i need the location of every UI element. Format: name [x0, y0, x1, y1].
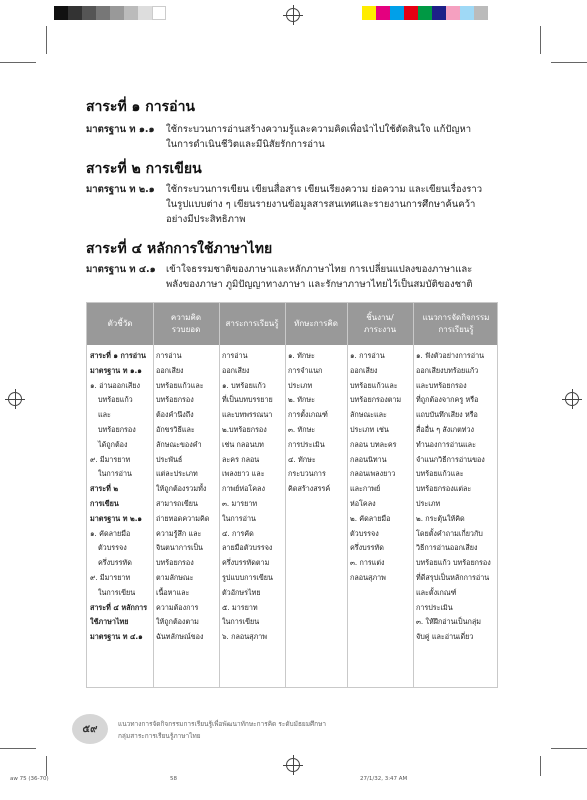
- table-cell-line: ๒. ทักษะ: [288, 395, 315, 405]
- table-cell-line: ๙. มีมารยาท: [90, 572, 131, 582]
- table-cell-line: บทร้อยแก้วและ: [156, 380, 204, 390]
- table-cell-line: ในการเขียน: [222, 617, 260, 627]
- table-cell-line: ให้ถูกต้องตาม: [156, 617, 199, 627]
- table-cell-line: บทร้อยกรอง: [156, 558, 194, 568]
- table-cell-line: ต้องคำนึงถึง: [156, 410, 194, 420]
- print-color-bar: [54, 6, 166, 20]
- table-cell-line: เพลงยาว และ: [222, 469, 265, 479]
- table-cell-line: ๔. ทักษะ: [288, 454, 316, 464]
- column-divider: [153, 303, 154, 687]
- standard-text: ในรูปแบบต่าง ๆ เขียนรายงานข้อมูลสารสนเทศและรายงานการศึกษาค้นคว้า: [166, 199, 476, 210]
- table-cell-line: การเขียน: [90, 498, 119, 508]
- table-cell-line: ประพันธ์: [156, 454, 183, 464]
- column-divider: [285, 303, 286, 687]
- table-cell-line: ครึ่งบรรทัด: [98, 558, 132, 568]
- table-cell-line: ๓. ทักษะ: [288, 424, 316, 434]
- standard-label: มาตรฐาน ท ๒.๑: [86, 184, 155, 195]
- footer-title: แนวทางการจัดกิจกรรมการเรียนรู้เพื่อพัฒนาทักษะการคิด ระดับมัธยมศึกษา: [118, 720, 327, 728]
- table-cell-line: ฉันทลักษณ์ของ: [156, 632, 204, 642]
- table-cell-line: กาพย์ห่อโคลง: [222, 484, 265, 494]
- table-cell-line: และบทพรรณนา: [222, 410, 273, 420]
- table-cell-line: ลายมือตัวบรรจง: [222, 543, 273, 553]
- learning-plan-table: [86, 302, 498, 688]
- table-cell-line: บทร้อยแก้วและ: [416, 469, 464, 479]
- print-file-name: aw 75 (36-70): [10, 776, 49, 782]
- table-cell-line: อักขรวิธีและ: [156, 424, 195, 434]
- page-number-badge: [72, 714, 108, 744]
- header-content: สาระการเรียนรู้: [225, 319, 279, 328]
- table-cell-line: ละคร กลอน: [222, 454, 260, 464]
- footer-subtitle: กลุ่มสาระการเรียนรู้ภาษาไทย: [118, 732, 201, 740]
- standard-text: ใช้กระบวนการอ่านสร้างความรู้และความคิดเพื่อนำไปใช้ตัดสินใจ แก้ปัญหา: [166, 124, 472, 135]
- table-cell-line: ๑. อ่านออกเสียง: [90, 380, 140, 390]
- registration-mark-icon: [565, 392, 579, 406]
- crop-mark: [551, 748, 587, 749]
- table-cell-line: สื่ออื่น ๆ สังเกตท่วง: [416, 424, 475, 434]
- table-cell-line: ที่เป็นบทบรรยาย: [222, 395, 273, 405]
- table-cell-line: และตั้งเกณฑ์: [416, 587, 457, 597]
- table-cell-line: ๒.บทร้อยกรอง: [222, 424, 267, 434]
- table-cell-line: ความรู้สึก และ: [156, 528, 202, 538]
- column-divider: [413, 303, 414, 687]
- print-page-number: 58: [170, 776, 177, 782]
- table-cell-line: สามารถเขียน: [156, 498, 198, 508]
- table-cell-line: ออกเสียง: [156, 365, 184, 375]
- header-indicator: ตัวชี้วัด: [107, 319, 133, 328]
- registration-mark-icon: [8, 392, 22, 406]
- table-cell-line: ๒. คัดลายมือ: [350, 513, 391, 523]
- table-cell-line: จำแนกวิธีการอ่านของ: [416, 454, 485, 464]
- table-cell-line: ใช้ภาษาไทย: [90, 617, 129, 627]
- table-cell-line: เนื้อหาและ: [156, 587, 190, 597]
- table-cell-line: รูปแบบการเขียน: [222, 572, 273, 582]
- standard-writing: [86, 182, 506, 230]
- table-cell-line: กระบวนการ: [288, 469, 326, 479]
- table-cell-line: ๖. กลอนสุภาพ: [222, 632, 268, 642]
- table-cell-line: การประเมิน: [288, 439, 325, 449]
- table-cell-line: กลอน บทละคร: [350, 439, 397, 449]
- standard-text: อย่างมีประสิทธิภาพ: [166, 214, 246, 225]
- table-cell-line: สาระที่ ๔ หลักการ: [90, 602, 148, 612]
- table-cell-line: มาตรฐาน ท ๔.๑: [90, 632, 143, 642]
- table-cell-line: ในการเขียน: [98, 587, 136, 597]
- crop-mark: [0, 62, 36, 63]
- table-cell-line: ๔. การคัด: [222, 528, 254, 538]
- table-cell-line: บทร้อยแก้ว: [98, 395, 133, 405]
- table-cell-line: การตั้งเกณฑ์: [288, 410, 328, 420]
- table-cell-line: ออกเสียง: [222, 365, 250, 375]
- table-cell-line: ให้ถูกต้องรวมทั้ง: [156, 484, 207, 494]
- table-cell-line: มาตรฐาน ท ๒.๑: [90, 513, 142, 523]
- table-cell-line: ลักษณะและ: [350, 410, 387, 420]
- table-cell-line: ๑. ทักษะ: [288, 351, 315, 360]
- table-cell-line: บทร้อยกรอง: [98, 424, 136, 434]
- table-cell-line: ห่อโคลง: [350, 498, 376, 508]
- table-cell-line: กลอนนิทาน: [350, 454, 387, 464]
- column-divider: [219, 303, 220, 687]
- table-cell-line: ได้ถูกต้อง: [98, 439, 128, 449]
- table-cell-line: แถบบันทึกเสียง หรือ: [416, 410, 478, 420]
- column-divider: [347, 303, 348, 687]
- crop-mark: [540, 26, 541, 54]
- table-cell-line: ๒. กระตุ้นให้คิด: [416, 513, 465, 523]
- table-cell-line: ที่ดีสรุปเป็นหลักการอ่าน: [416, 572, 490, 582]
- crop-mark: [0, 748, 36, 749]
- table-cell-line: ในการอ่าน: [98, 469, 132, 479]
- print-datetime: 27/1/32, 3:47 AM: [360, 776, 408, 782]
- header-thinking-skills: ทักษะการคิด: [294, 319, 338, 328]
- table-cell-line: ๓. การแต่ง: [350, 558, 385, 568]
- table-cell-line: การอ่าน: [222, 351, 248, 360]
- header-concept: ความคิด รวบยอด: [170, 313, 202, 334]
- page-number: ๕๙: [82, 723, 98, 735]
- column-tasks: [350, 349, 412, 586]
- table-cell-line: ๑. คัดลายมือ: [90, 528, 131, 538]
- table-cell-line: ๑. ฟังตัวอย่างการอ่าน: [416, 351, 485, 360]
- table-cell-line: ครึ่งบรรทัดตาม: [222, 558, 270, 568]
- registration-mark-icon: [286, 8, 300, 22]
- table-cell-line: ตามลักษณะ: [156, 572, 194, 582]
- standard-text: ในการดำเนินชีวิตและมีนิสัยรักการอ่าน: [166, 139, 325, 150]
- section-title-reading: สาระที่ ๑ การอ่าน: [86, 99, 196, 115]
- table-cell-line: จินตนาการเป็น: [156, 543, 203, 553]
- standard-text: เข้าใจธรรมชาติของภาษาและหลักภาษาไทย การเปลี่ยนแปลงของภาษาและ: [166, 264, 473, 275]
- crop-mark: [46, 756, 47, 776]
- table-cell-line: การจำแนก: [288, 365, 323, 375]
- table-cell-line: การอ่าน: [156, 351, 182, 360]
- table-cell-line: ประเภท: [288, 380, 313, 390]
- table-cell-line: บทร้อยกรอง: [156, 395, 194, 405]
- table-cell-line: ๑. บทร้อยแก้ว: [222, 380, 266, 390]
- table-cell-line: เช่น กลอนบท: [222, 439, 264, 449]
- crop-mark: [46, 26, 47, 54]
- column-concepts: [156, 349, 218, 645]
- table-cell-line: ออกเสียงบทร้อยแก้ว: [416, 365, 479, 375]
- table-cell-line: คิดสร้างสรรค์: [288, 484, 331, 494]
- table-cell-line: กลอนสุภาพ: [350, 572, 386, 582]
- table-cell-line: ในการอ่าน: [222, 513, 256, 523]
- table-cell-line: ๙. มีมารยาท: [90, 454, 131, 464]
- registration-mark-icon: [286, 758, 300, 772]
- column-thinking-skills: [288, 349, 346, 497]
- table-cell-line: และกาพย์: [350, 484, 381, 494]
- crop-mark: [551, 62, 587, 63]
- table-cell-line: ความต้องการ: [156, 602, 199, 612]
- table-cell-line: และ: [98, 410, 111, 420]
- table-cell-line: สาระที่ ๑ การอ่าน: [90, 351, 146, 360]
- table-header: [87, 303, 497, 345]
- column-indicators: [90, 349, 152, 645]
- table-cell-line: ออกเสียง: [350, 365, 378, 375]
- table-cell-line: ตัวอักษรไทย: [222, 587, 261, 597]
- table-cell-line: โดยตั้งคำถามเกี่ยวกับ: [416, 528, 483, 538]
- table-cell-line: ลักษณะของคำ: [156, 439, 202, 449]
- table-cell-line: กลอนเพลงยาว: [350, 469, 396, 479]
- section-title-thai-language-principles: สาระที่ ๔ หลักการใช้ภาษาไทย: [86, 241, 273, 257]
- section-title-writing: สาระที่ ๒ การเขียน: [86, 161, 202, 177]
- table-cell-line: และบทร้อยกรอง: [416, 380, 467, 390]
- table-cell-line: ตัวบรรจง: [98, 543, 127, 553]
- standard-text: พลังของภาษา ภูมิปัญญาทางภาษา และรักษาภาษาไทยไว้เป็นสมบัติของชาติ: [166, 279, 473, 290]
- table-cell-line: ครึ่งบรรทัด: [350, 543, 384, 553]
- table-cell-line: ถ่ายทอดความคิด: [156, 513, 210, 523]
- standard-language: [86, 262, 506, 294]
- print-color-swatches: [362, 6, 488, 20]
- standard-label: มาตรฐาน ท ๔.๑: [86, 264, 156, 275]
- standard-text: ใช้กระบวนการเขียน เขียนสื่อสาร เขียนเรียงความ ย่อความ และเขียนเรื่องราว: [166, 184, 483, 195]
- table-cell-line: ตัวบรรจง: [350, 528, 379, 538]
- table-cell-line: ทำนองการอ่านและ: [416, 439, 476, 449]
- table-cell-line: ๓. มารยาท: [222, 498, 258, 508]
- crop-mark: [540, 756, 541, 776]
- table-cell-line: ประเภท: [416, 498, 441, 508]
- column-activities: [416, 349, 498, 645]
- standard-label: มาตรฐาน ท ๑.๑: [86, 124, 155, 135]
- table-cell-line: สาระที่ ๒: [90, 484, 119, 494]
- standard-reading: [86, 122, 506, 154]
- table-cell-line: บทร้อยกรองตาม: [350, 395, 402, 405]
- table-cell-line: มาตรฐาน ท ๑.๑: [90, 365, 142, 375]
- table-cell-line: บทร้อยกรองแต่ละ: [416, 484, 472, 494]
- column-content: [222, 349, 284, 645]
- table-cell-line: ที่ถูกต้องจากครู หรือ: [416, 395, 479, 405]
- table-cell-line: การประเมิน: [416, 602, 453, 612]
- table-cell-line: บทร้อยแก้วและ: [350, 380, 398, 390]
- table-cell-line: ๑. การอ่าน: [350, 351, 385, 360]
- table-cell-line: ประเภท เช่น: [350, 424, 389, 434]
- table-cell-line: วิธีการอ่านออกเสียง: [416, 543, 478, 553]
- table-cell-line: บทร้อยแก้ว บทร้อยกรอง: [416, 558, 491, 568]
- table-cell-line: ๓. ให้ฝึกอ่านเป็นกลุ่ม: [416, 617, 481, 627]
- header-tasks: ชิ้นงาน/ ภาระงาน: [363, 313, 397, 334]
- table-cell-line: แต่ละประเภท: [156, 469, 198, 479]
- table-cell-line: ๕. มารยาท: [222, 602, 258, 612]
- header-activities: แนวการจัดกิจกรรม การเรียนรู้: [422, 313, 490, 334]
- table-cell-line: จับคู่ และอ่านเดี่ยว: [416, 632, 474, 642]
